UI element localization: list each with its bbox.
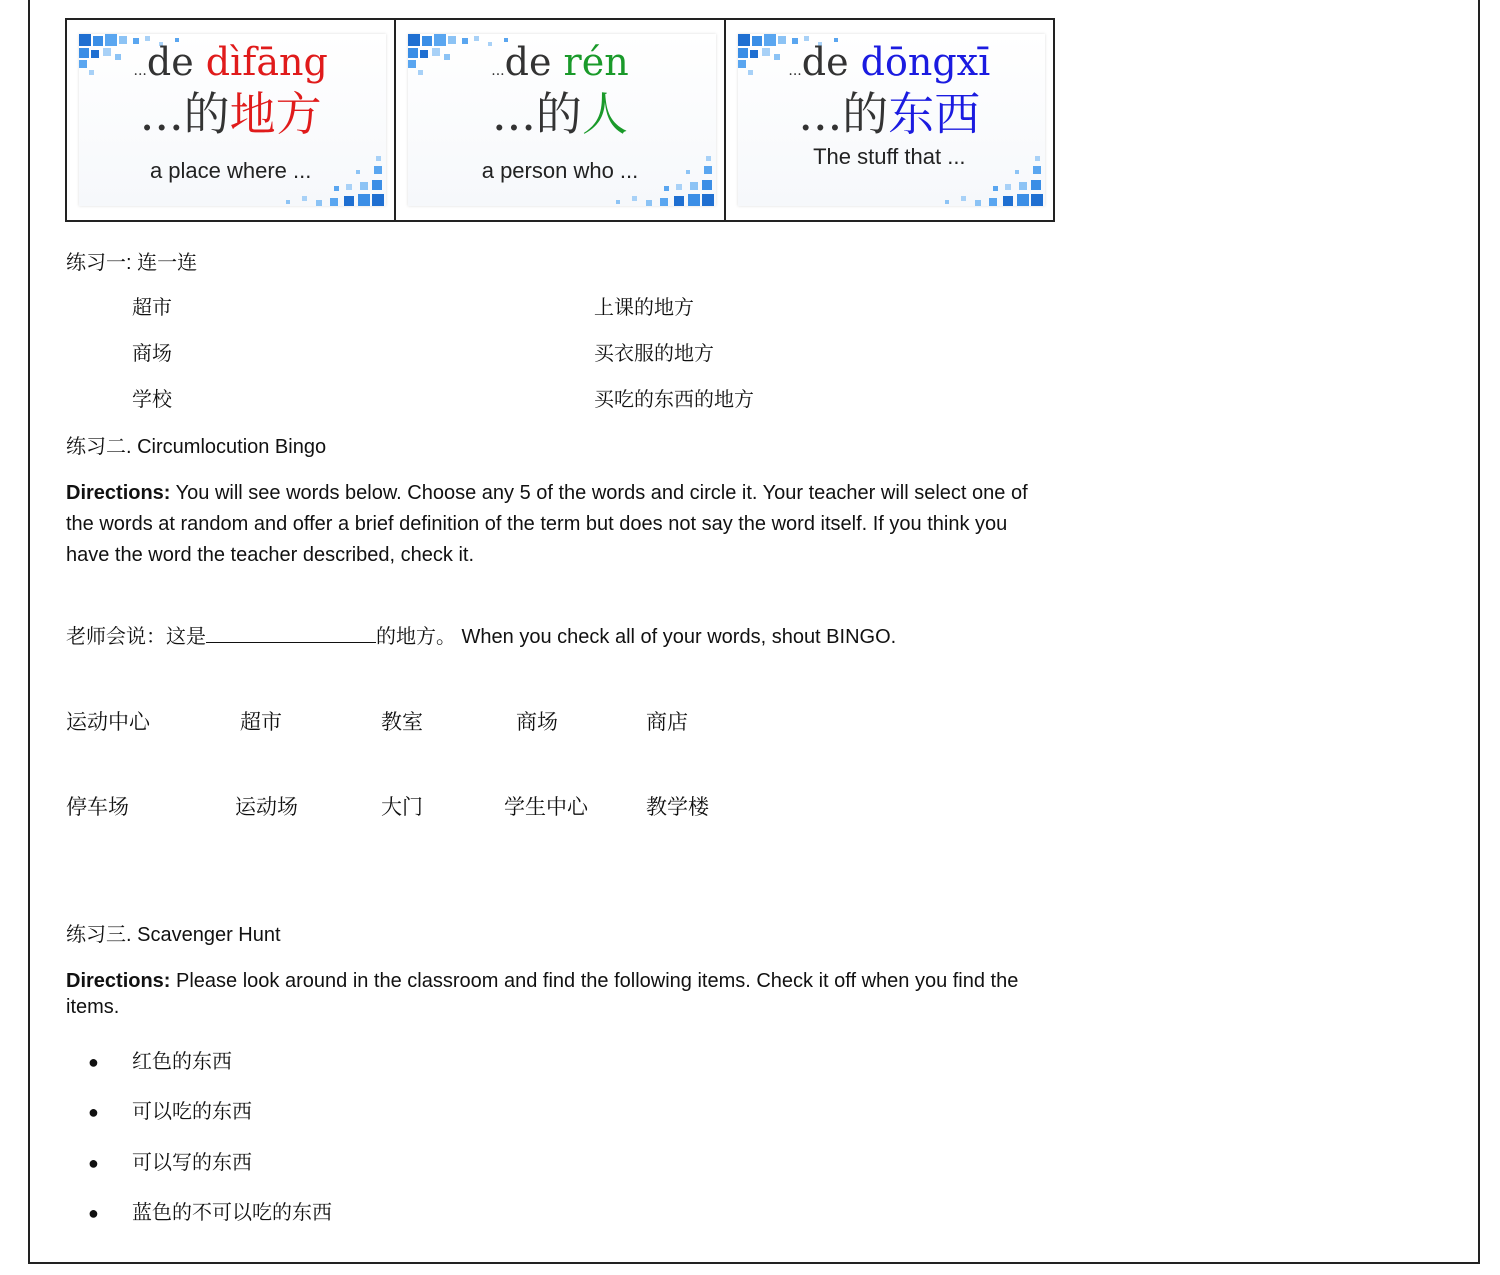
hunt-item[interactable]: 可以吃的东西 — [132, 1101, 252, 1123]
card-hanzi: ...的地方 — [139, 87, 322, 141]
bingo-word[interactable]: 学生中心 — [504, 796, 588, 819]
ex3-title: 练习三. Scavenger Hunt — [66, 924, 281, 946]
bingo-word[interactable]: 商店 — [646, 711, 688, 734]
bullet-icon: ● — [88, 1153, 99, 1173]
card-pinyin: ...de dōngxī — [788, 40, 991, 84]
ex1-right-item: 买衣服的地方 — [594, 343, 714, 365]
bingo-word[interactable]: 超市 — [240, 711, 282, 734]
bingo-word[interactable]: 商场 — [516, 711, 558, 734]
ex2-directions — [66, 478, 1056, 571]
hunt-item[interactable]: 蓝色的不可以吃的东西 — [132, 1202, 332, 1224]
bingo-word[interactable]: 教学楼 — [646, 796, 709, 819]
directions-text: Please look around in the classroom and find the following items. Check it off when you find the items. — [66, 970, 1019, 1018]
hunt-item[interactable]: 可以写的东西 — [132, 1152, 252, 1174]
bingo-word[interactable]: 运动场 — [235, 796, 298, 819]
ex1-title: 练习一: 连一连 — [66, 252, 198, 274]
card-gloss: a place where ... — [149, 158, 312, 183]
ex1-left-item: 超市 — [132, 297, 172, 319]
card-hanzi: ...的人 — [492, 87, 628, 141]
card-person — [396, 20, 725, 220]
bullet-icon: ● — [88, 1203, 99, 1223]
directions-label: Directions: — [66, 482, 171, 504]
ex2-title: 练习二. Circumlocution Bingo — [66, 436, 327, 458]
bingo-word[interactable]: 教室 — [381, 711, 423, 734]
hunt-item[interactable]: 红色的东西 — [132, 1051, 232, 1073]
card-place — [67, 20, 396, 220]
card-pinyin: ...de dìfāng — [133, 40, 328, 84]
ex1-left-item: 学校 — [132, 389, 172, 411]
card-stuff — [726, 20, 1053, 220]
card-gloss: a person who ... — [481, 158, 639, 183]
bullet-icon: ● — [88, 1102, 99, 1122]
card-gloss: The stuff that ... — [813, 144, 966, 169]
ex1-right-item: 买吃的东西的地方 — [594, 389, 754, 411]
bingo-word[interactable]: 大门 — [381, 796, 423, 819]
bingo-word[interactable]: 运动中心 — [66, 711, 150, 734]
ex2-prompt: 老师会说：这是 的地方。 When you check all of your words, shout BINGO. — [66, 622, 896, 650]
bullet-icon: ● — [88, 1052, 99, 1072]
fill-in-blank[interactable] — [206, 622, 376, 643]
directions-text: You will see words below. Choose any 5 of the words and circle it. Your teacher will select one of the words at random and offer a brief definition of the term but does not say the word itself. If you think you have the word the teacher described, check it. — [66, 482, 1028, 566]
directions-label: Directions: — [66, 970, 171, 992]
bingo-word[interactable]: 停车场 — [66, 796, 129, 819]
vocab-cards — [65, 18, 1055, 222]
card-pinyin: ...de rén — [491, 40, 629, 84]
card-hanzi: ...的东西 — [798, 87, 981, 141]
ex1-right-item: 上课的地方 — [594, 297, 694, 319]
ex3-directions — [66, 968, 1056, 1020]
ex1-left-item: 商场 — [132, 343, 172, 365]
